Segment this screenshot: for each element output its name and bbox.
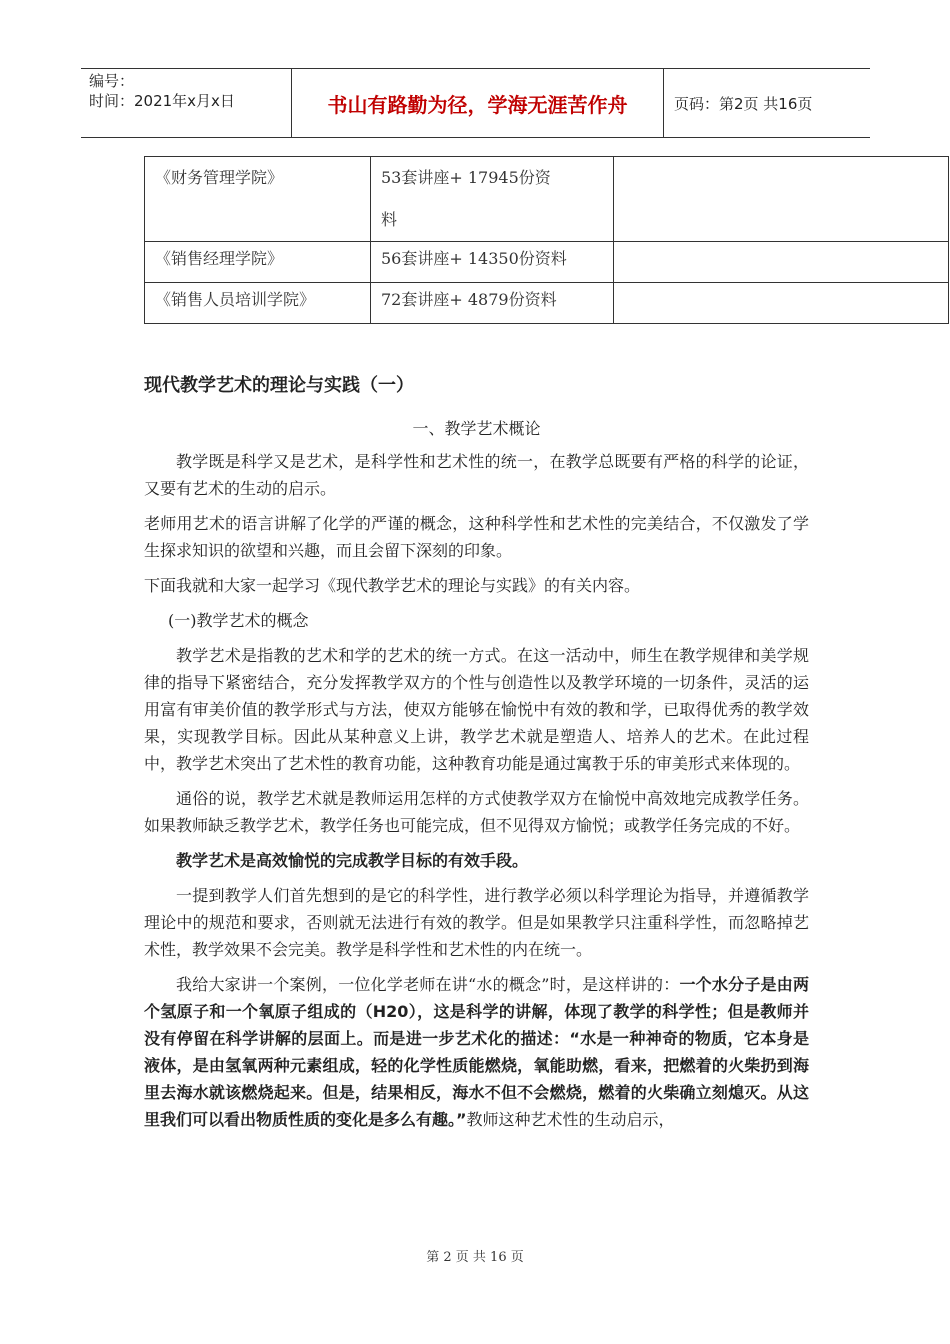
header-meta [81, 69, 292, 137]
row-count: 56套讲座+ 14350份资料 [371, 242, 614, 283]
number-label: 编号： [89, 72, 135, 90]
bold-paragraph: 教学艺术是高效愉悦的完成教学目标的有效手段。 [176, 851, 529, 870]
table-row [145, 157, 949, 242]
paragraph: 一提到教学人们首先想到的是它的科学性，进行教学必须以科学理论为指导，并遵循教学理论中的规范和要求，否则就无法进行有效的教学。但是如果教学只注重科学性，而忽略掉艺术性，教学效果不会完美。教学是科学性和艺术性的内在统一。 [144, 886, 809, 959]
section-heading: 一、教学艺术概论 [412, 419, 541, 438]
resource-table [144, 156, 949, 324]
time-label: 时间：2021年x月x日 [89, 92, 235, 110]
row-name: 《财务管理学院》 [145, 157, 371, 242]
article-title: 现代教学艺术的理论与实践（一） [144, 375, 414, 396]
paragraph [144, 971, 809, 1133]
paragraph: 通俗的说，教学艺术就是教师运用怎样的方式使教学双方在愉悦中高效地完成教学任务。如果教师缺乏教学艺术，教学任务也可能完成，但不见得双方愉悦；或教学任务完成的不好。 [144, 789, 809, 835]
subsection-heading: (一)教学艺术的概念 [168, 611, 309, 630]
case-bold: 一个水分子是由两个氢原子和一个氧原子组成的（H20），这是科学的讲解，体现了教学的科学性；但是教师并没有停留在科学讲解的层面上。而是进一步艺术化的描述：“水是一种神奇的物质，它本身是液体，是由氢氧两种元素组成，轻的化学性质能燃烧，氧能助燃，看来，把燃着的火柴扔到海里去海水就该燃烧起来。但是，结果相反，海水不但不会燃烧，燃着的火柴确立刻熄灭。从这里我们可以看出物质性质的变化是多么有趣。” [144, 975, 809, 1129]
paragraph: 下面我就和大家一起学习《现代教学艺术的理论与实践》的有关内容。 [144, 576, 641, 595]
case-tail: 教师这种艺术性的生动启示， [466, 1110, 675, 1129]
table-row [145, 242, 949, 283]
paragraph: 老师用艺术的语言讲解了化学的严谨的概念，这种科学性和艺术性的完美结合，不仅激发了学生探求知识的欲望和兴趣，而且会留下深刻的印象。 [144, 514, 809, 560]
article-body [144, 368, 809, 1133]
row-extra [614, 242, 949, 283]
case-intro: 我给大家讲一个案例，一位化学老师在讲“水的概念”时，是这样讲的： [176, 975, 680, 994]
row-count: 72套讲座+ 4879份资料 [371, 283, 614, 324]
row-count: 53套讲座+ 17945份资 料 [371, 157, 614, 242]
row-extra [614, 157, 949, 242]
paragraph: 教学艺术是指教的艺术和学的艺术的统一方式。在这一活动中，师生在教学规律和美学规律的指导下紧密结合，充分发挥教学双方的个性与创造性以及教学环境的一切条件，灵活的运用富有审美价值的教学形式与方法，使双方能够在愉悦中有效的教和学，已取得优秀的教学效果，实现教学目标。因此从某种意义上讲，教学艺术就是塑造人、培养人的艺术。在此过程中，教学艺术突出了艺术性的教育功能，这种教育功能是通过寓教于乐的审美形式来体现的。 [144, 646, 809, 773]
page-header [81, 68, 870, 138]
page-footer: 第 2 页 共 16 页 [426, 1250, 524, 1265]
row-name: 《销售经理学院》 [145, 242, 371, 283]
row-name: 《销售人员培训学院》 [145, 283, 371, 324]
table-row [145, 283, 949, 324]
header-motto: 书山有路勤为径，学海无涯苦作舟 [292, 69, 664, 137]
header-page-info: 页码：第2页 共16页 [674, 94, 813, 113]
row-extra [614, 283, 949, 324]
paragraph: 教学既是科学又是艺术，是科学性和艺术性的统一，在教学总既要有严格的科学的论证，又要有艺术的生动的启示。 [144, 452, 809, 498]
